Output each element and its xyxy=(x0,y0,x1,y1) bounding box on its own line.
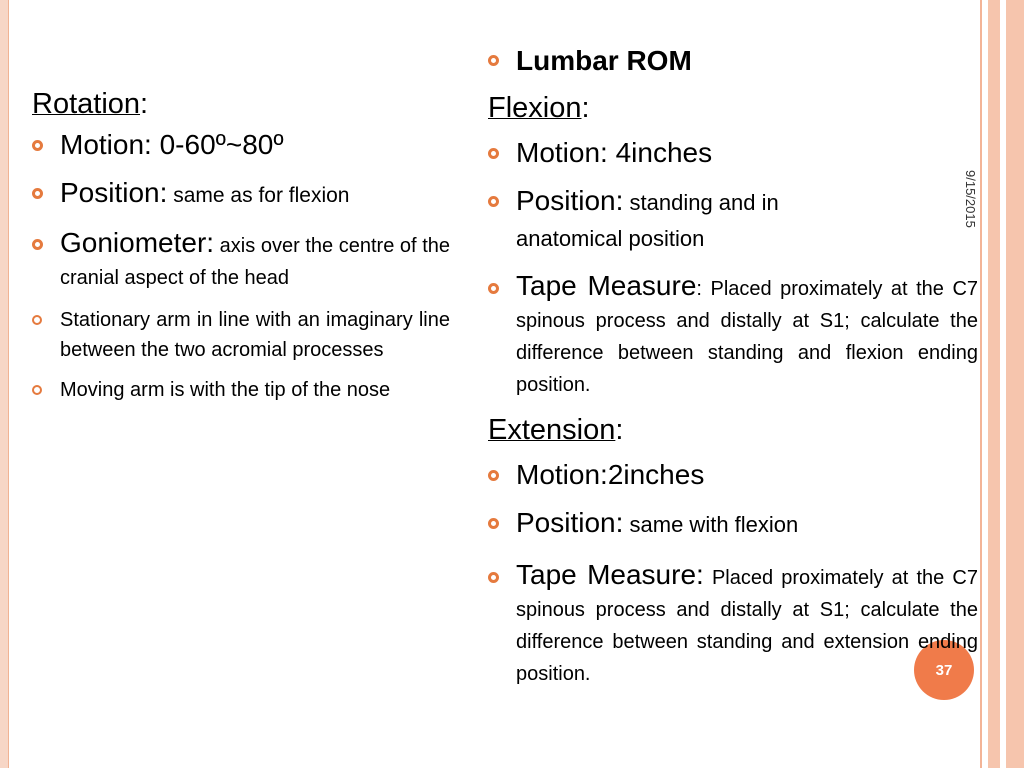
slide-date: 9/15/2015 xyxy=(963,170,978,228)
rotation-heading: Rotation: xyxy=(32,88,149,120)
list-item: Tape Measure: Placed proximately at the C7 spinous process and distally at S1; calculate the difference between standing and extension ending position. xyxy=(488,559,978,691)
flexion-heading: Flexion: xyxy=(488,92,590,124)
bullet-icon xyxy=(488,55,499,66)
bullet-icon xyxy=(488,283,499,294)
lumbar-rom-title: Lumbar ROM xyxy=(488,42,978,80)
list-item: Moving arm is with the tip of the nose xyxy=(32,375,450,405)
bullet-icon xyxy=(32,188,43,199)
list-item: Motion:2inches xyxy=(488,458,978,492)
bullet-icon xyxy=(32,140,43,151)
list-item: Position: same as for flexion xyxy=(32,176,450,215)
bullet-icon xyxy=(32,385,42,395)
list-item: Motion: 4inches xyxy=(488,136,978,170)
right-border-decoration xyxy=(980,0,1024,768)
page-number-badge: 37 xyxy=(914,640,974,700)
bullet-icon xyxy=(32,239,43,250)
bullet-icon xyxy=(488,572,499,583)
bullet-icon xyxy=(32,315,42,325)
list-item: Position: same with flexion xyxy=(488,506,978,545)
list-item: Tape Measure: Placed proximately at the C7 spinous process and distally at S1; calculate the difference between standing and flexion ending position. xyxy=(488,270,978,402)
bullet-icon xyxy=(488,518,499,529)
extension-heading: Extension: xyxy=(488,414,624,446)
list-item: Motion: 0-60º~80º xyxy=(32,128,450,162)
left-border-decoration xyxy=(0,0,8,768)
list-item: Stationary arm in line with an imaginary line between the two acromial processes xyxy=(32,305,450,365)
bullet-icon xyxy=(488,196,499,207)
bullet-icon xyxy=(488,148,499,159)
list-item: Goniometer: axis over the centre of the cranial aspect of the head xyxy=(32,227,450,295)
bullet-icon xyxy=(488,470,499,481)
left-column xyxy=(32,84,450,405)
right-column xyxy=(488,42,978,691)
list-item: Position: standing and in anatomical position xyxy=(488,184,856,258)
